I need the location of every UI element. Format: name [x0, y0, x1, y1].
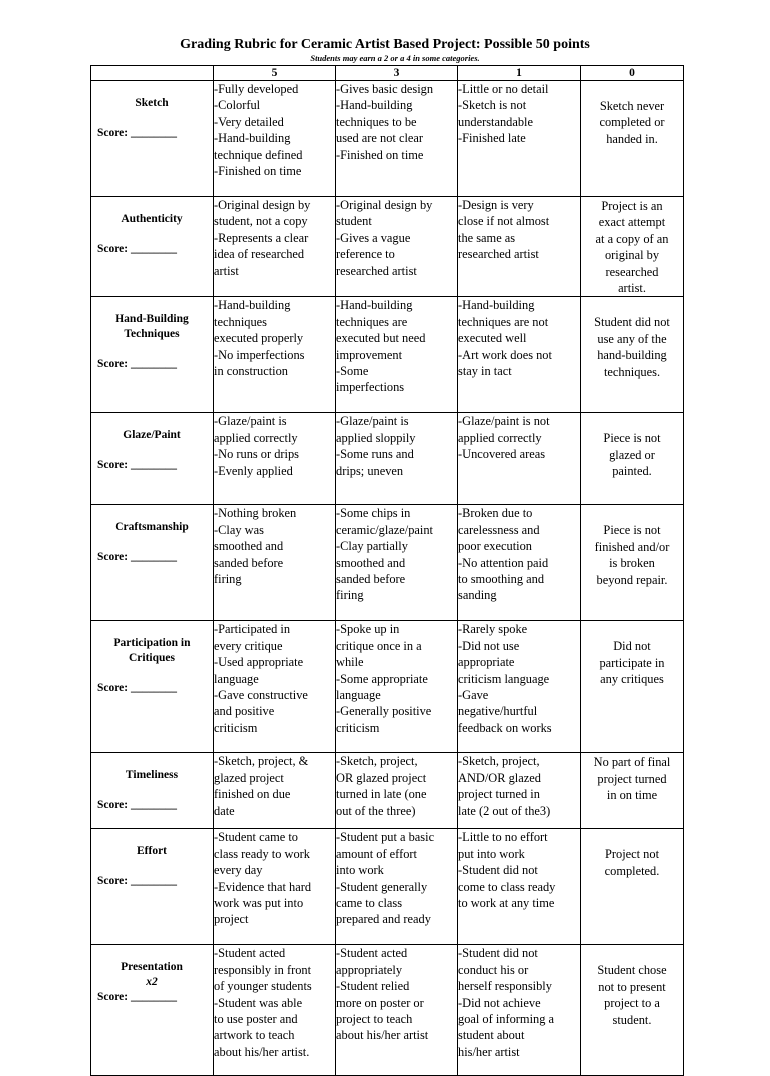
criteria-line: student. — [612, 1012, 652, 1027]
rubric-row — [91, 413, 684, 505]
criteria-line: use any of the — [597, 331, 667, 346]
criteria-line: artist. — [618, 281, 646, 296]
criteria-line: come to class ready — [458, 879, 556, 894]
criteria-line: -No imperfections — [214, 347, 305, 362]
criteria-line: language — [336, 688, 381, 703]
criteria-line: Piece is not — [603, 523, 661, 538]
criteria-line: applied sloppily — [336, 430, 416, 445]
category-name: Effort — [136, 845, 167, 858]
category-name-line: Techniques — [124, 328, 180, 341]
criteria-5-points — [214, 829, 336, 945]
criteria-line: sanded before — [336, 572, 406, 587]
rubric-row — [91, 945, 684, 1076]
criteria-line: out of the three) — [336, 803, 416, 818]
criteria-line: -Very detailed — [214, 114, 284, 129]
criteria-line: -Sketch, project, & — [214, 754, 309, 769]
criteria-line: work was put into — [214, 896, 304, 911]
criteria-line: Project not — [604, 847, 660, 862]
criteria-line: -Student relied — [336, 979, 410, 994]
criteria-line: prepared and ready — [336, 912, 431, 927]
category-name — [91, 297, 213, 342]
criteria-line: to work at any time — [458, 896, 555, 911]
criteria-line: No part of final — [593, 755, 671, 770]
criteria-line: -Glaze/paint is not — [458, 414, 550, 429]
criteria-line: feedback on works — [458, 720, 552, 735]
category-multiplier: x2 — [146, 976, 158, 989]
category-name: Glaze/Paint — [123, 429, 181, 442]
criteria-line: class ready to work — [214, 846, 310, 861]
category-name: Presentation — [121, 961, 183, 974]
criteria-line: turned in late (one — [336, 787, 427, 802]
category-name: Craftsmanship — [115, 521, 189, 534]
header-row — [91, 66, 684, 81]
criteria-0-points — [581, 505, 684, 621]
criteria-line: -Clay partially — [336, 539, 408, 554]
category-cell — [91, 753, 214, 829]
criteria-line: beyond repair. — [596, 572, 668, 587]
criteria-line: hand-building — [597, 348, 667, 363]
header-score-5: 5 — [214, 66, 336, 81]
criteria-line: -Spoke up in — [336, 622, 400, 637]
criteria-3-points — [336, 81, 458, 197]
criteria-line: -Finished late — [458, 131, 526, 146]
criteria-line: techniques are not — [458, 314, 549, 329]
criteria-0-points — [581, 621, 684, 753]
criteria-line: artist — [214, 263, 239, 278]
criteria-line: -Some runs and — [336, 447, 414, 462]
criteria-5-points — [214, 621, 336, 753]
score-blank: Score: ________ — [97, 875, 177, 888]
category-name-line: Hand-Building — [115, 313, 189, 326]
criteria-line: criticism language — [458, 671, 550, 686]
criteria-line: -Rarely spoke — [458, 622, 528, 637]
criteria-1-point — [458, 945, 581, 1076]
criteria-line: -Student came to — [214, 830, 298, 845]
criteria-line: -No attention paid — [458, 555, 549, 570]
score-blank: Score: ________ — [97, 682, 177, 695]
criteria-5-points — [214, 297, 336, 413]
criteria-line: every day — [214, 863, 263, 878]
criteria-line: imperfections — [336, 380, 405, 395]
criteria-line: -Generally positive — [336, 704, 432, 719]
criteria-line: goal of informing a — [458, 1012, 555, 1027]
criteria-line: appropriate — [458, 655, 515, 670]
criteria-line: -Some — [336, 364, 369, 379]
score-blank: Score: ________ — [97, 991, 177, 1004]
criteria-line: -Finished on time — [214, 164, 302, 179]
criteria-line: student, not a copy — [214, 214, 308, 229]
criteria-line: -Hand-building — [214, 298, 291, 313]
criteria-line: -Student acted — [214, 946, 286, 961]
header-category-blank — [91, 66, 214, 81]
criteria-line: -Sketch, project, — [458, 754, 540, 769]
criteria-line: -Student did not — [458, 946, 538, 961]
criteria-line: idea of researched — [214, 247, 305, 262]
score-blank: Score: ________ — [97, 799, 177, 812]
criteria-1-point — [458, 297, 581, 413]
criteria-line: is broken — [609, 556, 655, 571]
criteria-1-point — [458, 829, 581, 945]
criteria-line: any critiques — [600, 672, 664, 687]
criteria-line: came to class — [336, 896, 403, 911]
criteria-0-points — [581, 297, 684, 413]
category-cell — [91, 945, 214, 1076]
rubric-row — [91, 81, 684, 197]
criteria-5-points — [214, 753, 336, 829]
criteria-line: date — [214, 803, 235, 818]
criteria-line: appropriately — [336, 962, 403, 977]
criteria-line: OR glazed project — [336, 770, 427, 785]
criteria-line: -Student acted — [336, 946, 408, 961]
criteria-line: executed well — [458, 331, 527, 346]
criteria-5-points — [214, 945, 336, 1076]
criteria-line: student — [336, 214, 372, 229]
criteria-line: -Original design by — [214, 198, 311, 212]
criteria-line: the same as — [458, 230, 516, 245]
criteria-line: put into work — [458, 846, 525, 861]
criteria-line: project — [214, 912, 249, 927]
criteria-line: Project is an — [601, 199, 663, 213]
criteria-line: project to a — [604, 996, 660, 1011]
criteria-line: technique defined — [214, 147, 303, 162]
criteria-line: his/her artist — [458, 1044, 520, 1059]
criteria-line: Piece is not — [603, 431, 661, 446]
criteria-1-point — [458, 621, 581, 753]
rubric-body — [91, 81, 684, 1076]
criteria-0-points — [581, 829, 684, 945]
criteria-line: researched — [605, 264, 659, 279]
criteria-line: completed or — [599, 115, 665, 130]
criteria-line: -Some chips in — [336, 506, 411, 521]
criteria-line: -Participated in — [214, 622, 291, 637]
criteria-line: techniques — [214, 314, 267, 329]
criteria-line: executed properly — [214, 331, 304, 346]
criteria-line: Sketch never — [599, 99, 665, 113]
criteria-0-points — [581, 81, 684, 197]
criteria-line: firing — [336, 588, 364, 603]
criteria-line: not to present — [598, 979, 666, 994]
criteria-line: close if not almost — [458, 214, 550, 229]
category-name-line: Critiques — [129, 652, 175, 665]
rubric-row — [91, 621, 684, 753]
criteria-line: smoothed and — [214, 539, 284, 554]
category-cell — [91, 505, 214, 621]
criteria-line: AND/OR glazed — [458, 770, 541, 785]
criteria-line: criticism — [214, 720, 258, 735]
criteria-line: -Design is very — [458, 198, 534, 212]
header-score-3: 3 — [336, 66, 458, 81]
criteria-line: at a copy of an — [595, 231, 669, 246]
criteria-line: techniques are — [336, 314, 408, 329]
criteria-line: -Some appropriate — [336, 671, 428, 686]
criteria-line: critique once in a — [336, 638, 422, 653]
criteria-line: poor execution — [458, 539, 532, 554]
criteria-1-point — [458, 81, 581, 197]
criteria-5-points — [214, 505, 336, 621]
criteria-line: -Hand-building — [214, 131, 291, 146]
category-name — [91, 621, 213, 666]
criteria-line: -Represents a clear — [214, 230, 309, 245]
criteria-line: in on time — [606, 788, 658, 803]
category-name: Sketch — [135, 97, 169, 109]
criteria-1-point — [458, 753, 581, 829]
criteria-line: -Clay was — [214, 522, 264, 537]
rubric-row — [91, 829, 684, 945]
criteria-line: negative/hurtful — [458, 704, 538, 719]
criteria-line: Student chose — [597, 963, 667, 978]
criteria-line: -Evenly applied — [214, 463, 293, 478]
criteria-line: responsibly in front — [214, 962, 312, 977]
criteria-3-points — [336, 621, 458, 753]
criteria-line: completed. — [604, 863, 660, 878]
category-cell — [91, 81, 214, 197]
criteria-line: -Little to no effort — [458, 830, 548, 845]
criteria-line: stay in tact — [458, 364, 512, 379]
criteria-0-points — [581, 753, 684, 829]
category-cell — [91, 413, 214, 505]
criteria-line: -Did not achieve — [458, 995, 541, 1010]
criteria-0-points — [581, 197, 684, 297]
criteria-0-points — [581, 945, 684, 1076]
criteria-line: sanded before — [214, 555, 284, 570]
criteria-line: -Hand-building — [336, 98, 413, 113]
criteria-line: researched artist — [458, 247, 539, 262]
criteria-line: carelessness and — [458, 522, 540, 537]
category-cell — [91, 297, 214, 413]
criteria-line: painted. — [612, 464, 652, 479]
criteria-line: -Finished on time — [336, 147, 424, 162]
rubric-row — [91, 297, 684, 413]
criteria-line: -Nothing broken — [214, 506, 297, 521]
criteria-line: -Gives a vague — [336, 230, 411, 245]
criteria-line: finished and/or — [594, 539, 670, 554]
criteria-line: while — [336, 655, 364, 670]
criteria-line: participate in — [599, 655, 665, 670]
criteria-line: executed but need — [336, 331, 426, 346]
criteria-line: to use poster and — [214, 1012, 298, 1027]
score-blank: Score: ________ — [97, 358, 177, 371]
criteria-1-point — [458, 505, 581, 621]
criteria-line: -Student was able — [214, 995, 303, 1010]
criteria-line: -Art work does not — [458, 347, 552, 362]
criteria-3-points — [336, 197, 458, 297]
criteria-line: ceramic/glaze/paint — [336, 522, 434, 537]
criteria-5-points — [214, 81, 336, 197]
criteria-line: -No runs or drips — [214, 447, 300, 462]
criteria-3-points — [336, 753, 458, 829]
header-score-0: 0 — [581, 66, 684, 81]
criteria-line: conduct his or — [458, 962, 529, 977]
criteria-line: -Uncovered areas — [458, 447, 546, 462]
category-cell — [91, 621, 214, 753]
criteria-line: project turned in — [458, 787, 540, 802]
criteria-line: -Sketch, project, — [336, 754, 418, 769]
criteria-line: -Glaze/paint is — [214, 414, 287, 429]
criteria-line: improvement — [336, 347, 403, 362]
criteria-line: sanding — [458, 588, 497, 603]
category-name: Timeliness — [125, 769, 179, 782]
criteria-line: project turned — [597, 771, 667, 786]
header-score-1: 1 — [458, 66, 581, 81]
criteria-3-points — [336, 945, 458, 1076]
category-name: Authenticity — [121, 213, 183, 225]
criteria-line: understandable — [458, 114, 534, 129]
criteria-line: reference to — [336, 247, 395, 262]
criteria-line: project to teach — [336, 1012, 413, 1027]
criteria-line: -Used appropriate — [214, 655, 304, 670]
document-subtitle: Students may earn a 2 or a 4 in some categories. — [310, 53, 480, 63]
rubric-row — [91, 197, 684, 297]
criteria-line: exact attempt — [598, 215, 666, 230]
criteria-line: of younger students — [214, 979, 312, 994]
criteria-line: -Did not use — [458, 638, 520, 653]
score-blank: Score: ________ — [97, 127, 177, 139]
criteria-line: late (2 out of the3) — [458, 803, 551, 818]
criteria-line: finished on due — [214, 787, 291, 802]
rubric-table — [90, 65, 684, 1076]
criteria-5-points — [214, 197, 336, 297]
criteria-line: to smoothing and — [458, 572, 545, 587]
criteria-0-points — [581, 413, 684, 505]
criteria-line: artwork to teach — [214, 1028, 295, 1043]
criteria-line: amount of effort — [336, 846, 417, 861]
criteria-line: more on poster or — [336, 995, 424, 1010]
criteria-line: and positive — [214, 704, 275, 719]
criteria-line: -Original design by — [336, 198, 433, 212]
category-cell — [91, 197, 214, 297]
criteria-line: -Evidence that hard — [214, 879, 312, 894]
criteria-line: glazed project — [214, 770, 284, 785]
criteria-1-point — [458, 197, 581, 297]
criteria-line: herself responsibly — [458, 979, 552, 994]
criteria-line: -Student put a basic — [336, 830, 435, 845]
criteria-line: glazed or — [609, 447, 655, 462]
category-cell — [91, 829, 214, 945]
document-title: Grading Rubric for Ceramic Artist Based Project: Possible 50 points — [180, 37, 590, 52]
criteria-5-points — [214, 413, 336, 505]
score-blank: Score: ________ — [97, 459, 177, 472]
criteria-line: used are not clear — [336, 131, 424, 146]
criteria-line: drips; uneven — [336, 463, 404, 478]
criteria-line: -Student did not — [458, 863, 538, 878]
criteria-line: -Gave — [458, 688, 489, 703]
criteria-line: every critique — [214, 638, 283, 653]
criteria-line: -Hand-building — [336, 298, 413, 313]
criteria-line: original by — [604, 248, 660, 263]
criteria-line: criticism — [336, 720, 380, 735]
criteria-3-points — [336, 505, 458, 621]
score-blank: Score: ________ — [97, 551, 177, 564]
criteria-line: -Broken due to — [458, 506, 533, 521]
criteria-line: in construction — [214, 364, 288, 379]
criteria-line: Student did not — [594, 315, 670, 330]
rubric-row — [91, 505, 684, 621]
criteria-line: -Sketch is not — [458, 98, 527, 113]
criteria-3-points — [336, 829, 458, 945]
criteria-3-points — [336, 297, 458, 413]
category-name-line: Participation in — [113, 637, 191, 650]
criteria-line: researched artist — [336, 263, 417, 278]
criteria-line: language — [214, 671, 259, 686]
criteria-line: techniques. — [603, 364, 661, 379]
criteria-line: -Gives basic design — [336, 82, 434, 96]
criteria-line: into work — [336, 863, 384, 878]
criteria-line: -Fully developed — [214, 82, 299, 96]
criteria-line: student about — [458, 1028, 525, 1043]
criteria-line: -Glaze/paint is — [336, 414, 409, 429]
rubric-row — [91, 753, 684, 829]
criteria-line: applied correctly — [458, 430, 542, 445]
criteria-line: handed in. — [606, 131, 658, 146]
criteria-line: -Colorful — [214, 98, 261, 113]
criteria-line: techniques to be — [336, 114, 417, 129]
criteria-line: -Gave constructive — [214, 688, 308, 703]
criteria-line: applied correctly — [214, 430, 298, 445]
criteria-line: -Student generally — [336, 879, 428, 894]
criteria-line: smoothed and — [336, 555, 406, 570]
criteria-line: about his/her artist — [336, 1028, 429, 1043]
criteria-line: about his/her artist. — [214, 1044, 310, 1059]
criteria-line: -Hand-building — [458, 298, 535, 313]
criteria-line: -Little or no detail — [458, 82, 549, 96]
criteria-1-point — [458, 413, 581, 505]
criteria-line: Did not — [613, 639, 651, 654]
criteria-3-points — [336, 413, 458, 505]
criteria-line: firing — [214, 572, 242, 587]
score-blank: Score: ________ — [97, 243, 177, 255]
